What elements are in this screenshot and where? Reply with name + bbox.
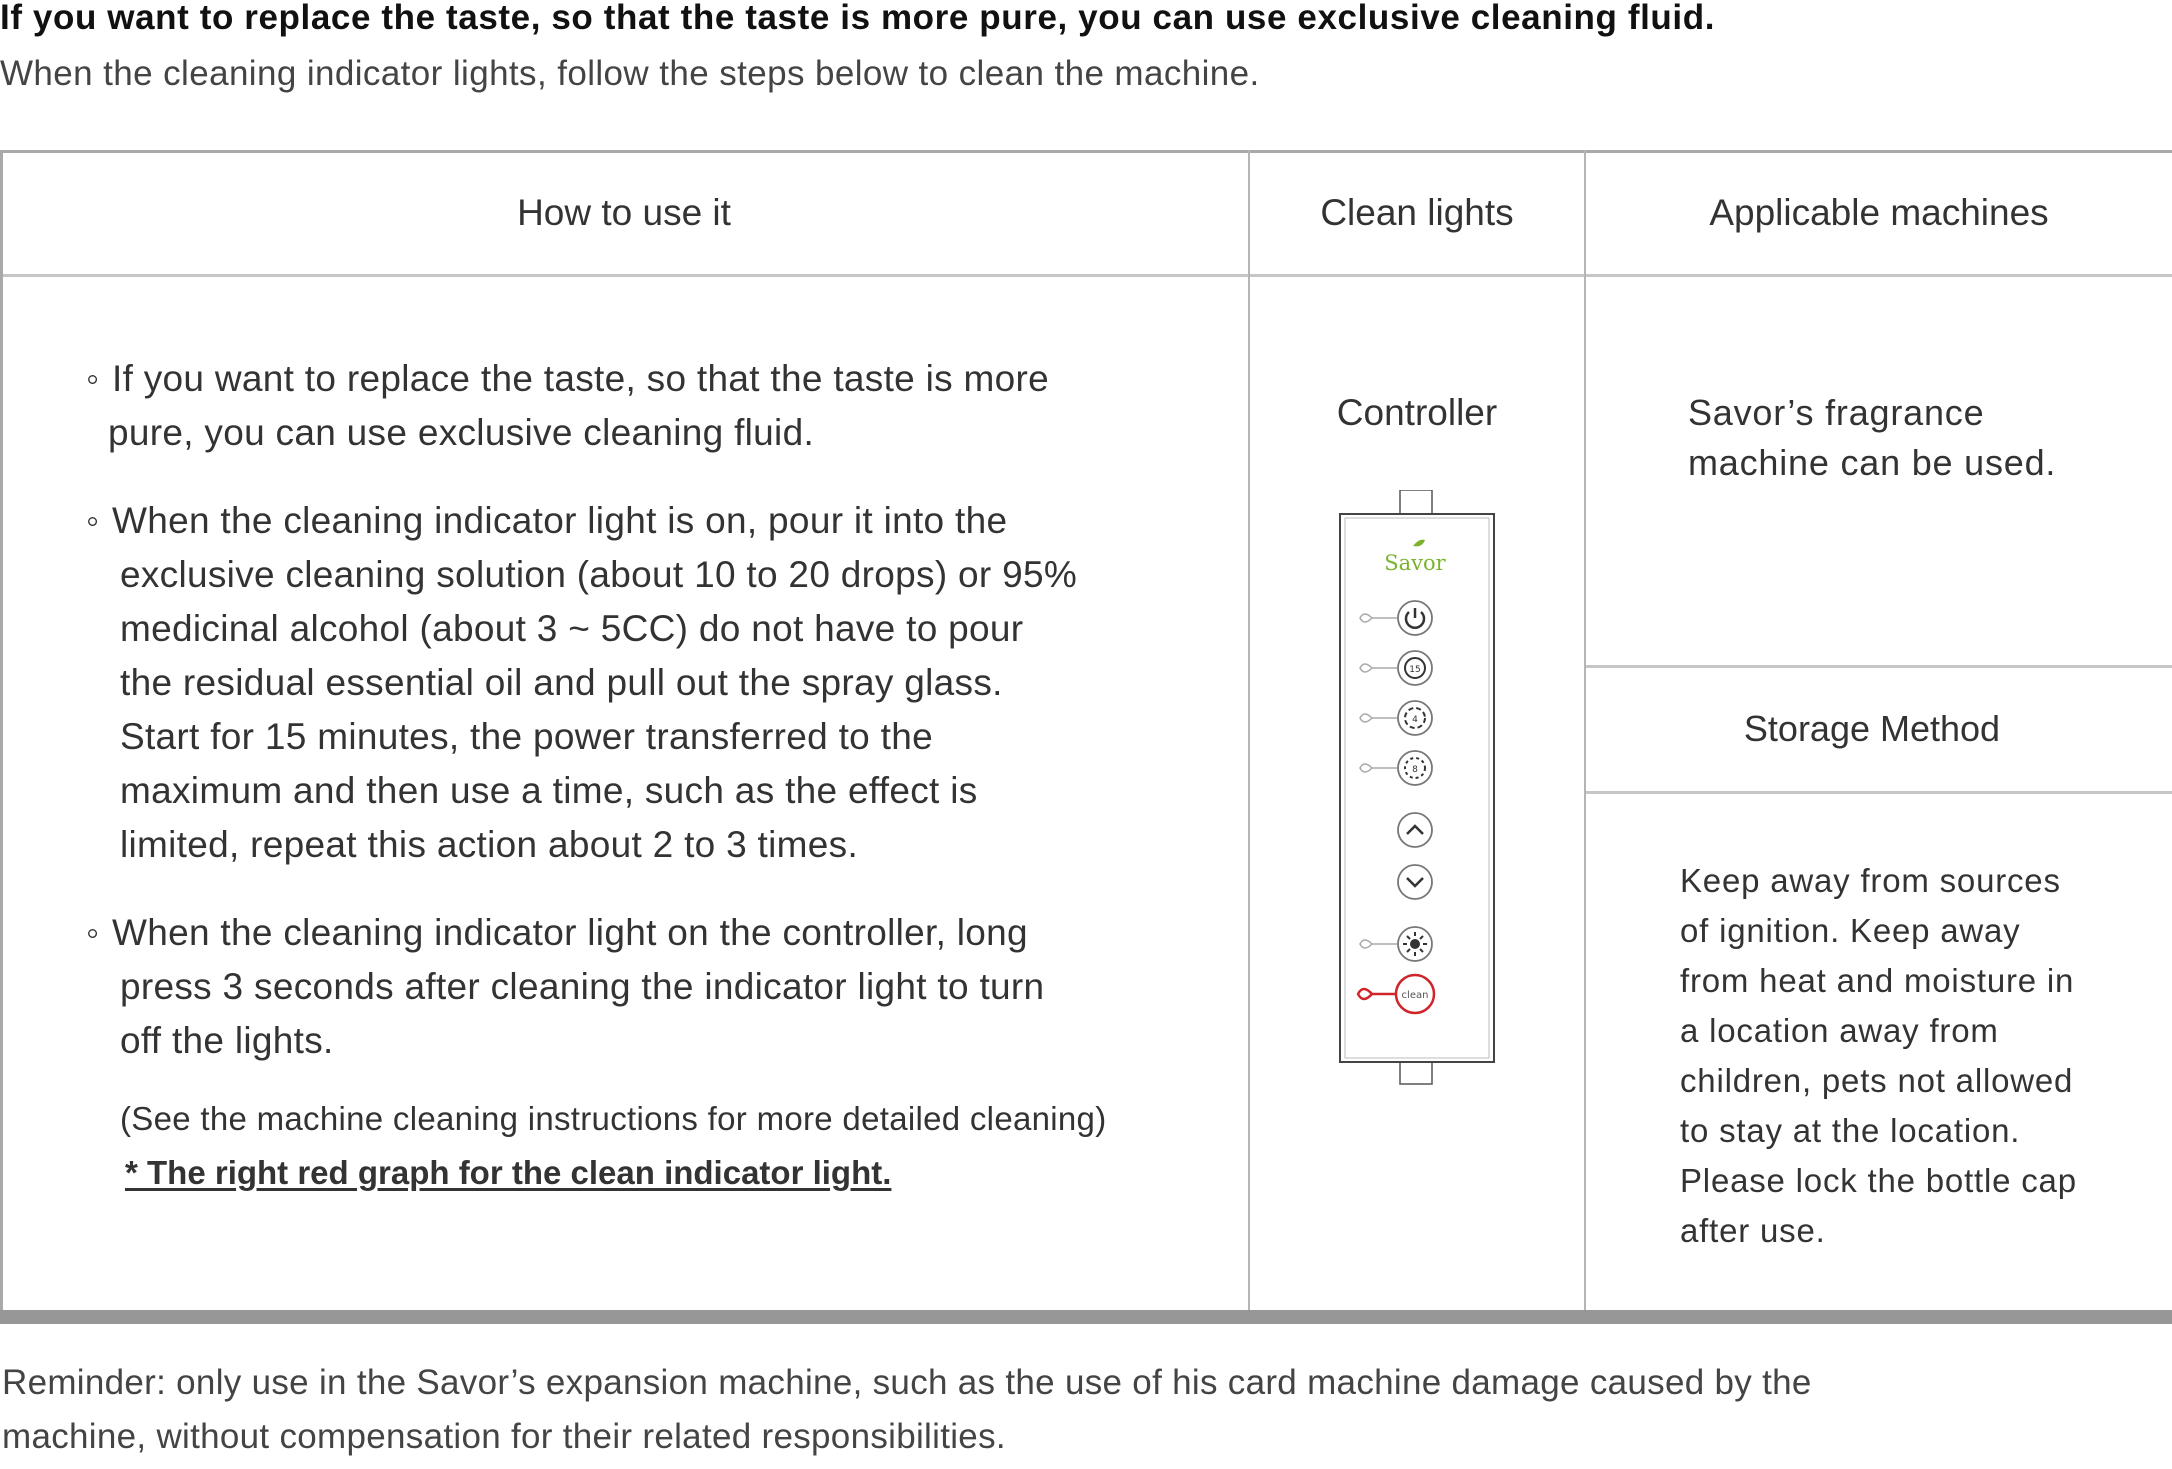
storage-line: to stay at the location. <box>1680 1112 2021 1149</box>
list-item-line: limited, repeat this action about 2 to 3 times. <box>120 824 859 865</box>
svg-text:4: 4 <box>1412 715 1418 725</box>
top-connector <box>1400 490 1432 514</box>
col-divider-1 <box>1248 150 1250 1310</box>
chevron-down-icon <box>1398 865 1432 899</box>
table-left-rule <box>0 150 3 1310</box>
svg-text:8: 8 <box>1412 765 1418 775</box>
bottom-connector <box>1400 1060 1432 1084</box>
list-item-line: press 3 seconds after cleaning the indicator light to turn <box>120 966 1045 1007</box>
list-item-bullet: ◦ <box>86 912 100 953</box>
storage-line: after use. <box>1680 1212 1826 1249</box>
list-item-line: maximum and then use a time, such as the effect is <box>120 770 978 811</box>
list-item-bullet: ◦ <box>86 500 100 541</box>
intro-heading: If you want to replace the taste, so that the taste is more pure, you can use exclusive cleaning fluid. <box>0 0 1716 37</box>
clean-button-label: clean <box>1401 990 1429 1001</box>
storage-line: children, pets not allowed <box>1680 1062 2074 1099</box>
controller-label: Controller <box>1336 392 1498 433</box>
applicable-line: machine can be used. <box>1688 442 2057 483</box>
cleaning-table <box>0 150 2172 1328</box>
list-item-line: When the cleaning indicator light is on, pour it into the <box>112 500 1008 541</box>
chevron-up-icon <box>1398 813 1432 847</box>
svg-text:15: 15 <box>1409 665 1421 675</box>
storage-header-rule <box>1585 791 2172 794</box>
storage-line: Please lock the bottle cap <box>1680 1162 2077 1199</box>
header-bottom-rule <box>0 274 2172 277</box>
list-item-line: pure, you can use exclusive cleaning fluid. <box>108 412 815 453</box>
detail-note: (See the machine cleaning instructions for more detailed cleaning) <box>120 1100 1107 1137</box>
list-item-bullet: ◦ <box>86 358 100 399</box>
brand-logo: Savor <box>1384 551 1446 575</box>
list-item-line: When the cleaning indicator light on the controller, long <box>112 912 1028 953</box>
col-header-clean-lights: Clean lights <box>1320 192 1514 233</box>
list-item-line: the residual essential oil and pull out the spray glass. <box>120 662 1003 703</box>
reminder-line: machine, without compensation for their related responsibilities. <box>2 1417 1006 1456</box>
applicable-line: Savor’s fragrance <box>1688 392 1985 433</box>
table-top-rule <box>0 150 2172 153</box>
list-item-line: Start for 15 minutes, the power transferred to the <box>120 716 933 757</box>
storage-line: Keep away from sources <box>1680 862 2061 899</box>
list-item-line: off the lights. <box>120 1020 334 1061</box>
storage-line: of ignition. Keep away <box>1680 912 2021 949</box>
storage-title: Storage Method <box>1743 708 2001 749</box>
list-item-line: If you want to replace the taste, so that the taste is more <box>112 358 1050 399</box>
reminder-line: Reminder: only use in the Savor’s expansion machine, such as the use of his card machine damage caused by the <box>2 1363 1812 1402</box>
list-item-line: medicinal alcohol (about 3 ~ 5CC) do not have to pour <box>120 608 1024 649</box>
storage-line: a location away from <box>1680 1012 1999 1049</box>
intro-subheading: When the cleaning indicator lights, follow the steps below to clean the machine. <box>0 54 1260 93</box>
col-header-applicable-machines: Applicable machines <box>1709 192 2049 233</box>
storage-top-rule <box>1585 665 2172 668</box>
list-item-line: exclusive cleaning solution (about 10 to 20 drops) or 95% <box>120 554 1078 595</box>
col-header-how-to-use: How to use it <box>517 192 731 233</box>
controller-illustration <box>1330 490 1510 1090</box>
table-bottom-rule <box>0 1310 2172 1324</box>
clean-light-note: * The right red graph for the clean indicator light. <box>125 1154 892 1191</box>
storage-line: from heat and moisture in <box>1680 962 2075 999</box>
